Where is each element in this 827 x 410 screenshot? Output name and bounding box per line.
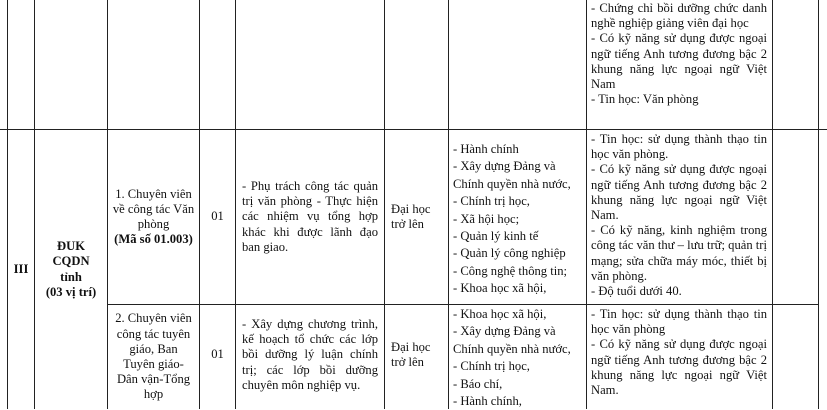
position-line: 2. Chuyên viên [115,311,192,326]
requirement-item: - Có kỹ năng sử dụng được ngoại ngữ tiếng Anh tương đương bậc 2 khung năng lực ngoại ngữ Việt Nam. [591,162,767,223]
position-line: giáo, Ban [129,341,178,356]
duties-text: - Xây dựng chương trình, kế hoạch tổ chức các lớp bồi dưỡng lý luận chính trị; các lớp bồi dưỡng chuyên môn nghiệp vụ. [242,316,378,392]
major-item: - Khoa học xã hội, [453,281,547,296]
requirement-item: - Độ tuổi dưới 40. [591,284,682,299]
row1-duties-cell [242,130,378,304]
unit-line: ĐUK [57,239,85,254]
row1-quantity-cell [200,130,235,304]
position-line: Dân vận-Tổng [116,372,191,387]
major-item: - Hành chính [453,142,519,156]
top-row-requirements [591,1,767,107]
requirement-item: - Có kỹ năng, kinh nghiệm trong công tác văn thư – lưu trữ; quản trị mạng; sửa chữa máy móc, thiết bị văn phòng. [591,223,767,283]
unit-line: tỉnh [60,269,82,284]
unit-line: (03 vị trí) [45,284,97,299]
education-line: Đại học [391,201,431,216]
education-line: Đại học [391,339,431,354]
row2-quantity-cell [200,305,235,405]
position-line: về công tác Văn [112,201,195,216]
requirement-item: - Tin học: sử dụng thành thạo tin học văn phòng. [591,132,767,162]
row1-education-cell [391,130,447,304]
position-code: (Mã số 01.003) [114,232,193,247]
education-line: trở lên [391,355,424,369]
column-divider [772,0,773,409]
row2-position-cell [108,305,199,409]
position-line: phòng [137,217,170,231]
unit-cell [35,130,107,409]
column-divider [384,0,385,409]
row1-requirements-cell [591,132,767,299]
position-line: hợp [143,387,164,402]
major-item: - Chính trị học, [453,194,530,209]
major-item: - Xây dựng Đảng và Chính quyền nhà nước, [453,324,571,356]
row2-majors-cell [453,306,583,410]
position-line: Tuyên giáo- [123,357,184,371]
major-item: - Khoa học xã hội, [453,307,547,321]
requirement-item: - Chứng chỉ bồi dưỡng chức danh nghề nghiệp giảng viên đại học [591,1,767,31]
requirement-item: - Tin học: sử dụng thành thạo tin học văn phòng [591,307,767,337]
row2-requirements-cell [591,307,767,398]
major-item: - Hành chính, [453,394,522,409]
major-item: - Chính trị học, [453,359,530,374]
major-item: - Xã hội học; [453,211,520,226]
column-divider [586,0,587,409]
column-divider [448,0,449,409]
group-number: III [13,261,29,276]
requirement-item: - Có kỹ năng sử dụng được ngoại ngữ tiếng Anh tương đương bậc 2 khung năng lực ngoại ngữ Việt Nam. [591,337,767,398]
table-border-right [818,0,819,409]
major-item: - Xây dựng Đảng và Chính quyền nhà nước, [453,159,571,191]
column-divider [235,0,236,409]
quantity: 01 [211,347,224,362]
group-number-cell [7,130,35,409]
unit-line: CQDN [52,254,90,269]
requirement-item: - Tin học: Văn phòng [591,92,699,107]
major-item: - Quản lý công nghiệp [453,246,566,261]
position-line: công tác tuyên [116,326,191,341]
major-item: - Quản lý kinh tế [453,229,539,244]
row2-duties-cell [242,305,378,405]
duties-text: - Phụ trách công tác quản trị văn phòng - Thực hiện các nhiệm vụ tổng hợp khác khi được lãnh đạo ban giao. [242,178,378,254]
quantity: 01 [211,209,224,224]
position-line: 1. Chuyên viên [115,186,192,201]
requirement-item: - Có kỹ năng sử dụng được ngoại ngữ tiếng Anh tương đương bậc 2 khung năng lực ngoại ngữ Việt Nam [591,31,767,92]
row2-education-cell [391,305,447,405]
major-item: - Công nghệ thông tin; [453,263,568,278]
row1-position-cell [108,130,199,304]
row1-majors-cell [453,141,583,298]
major-item: - Báo chí, [453,376,503,391]
education-line: trở lên [391,217,424,231]
